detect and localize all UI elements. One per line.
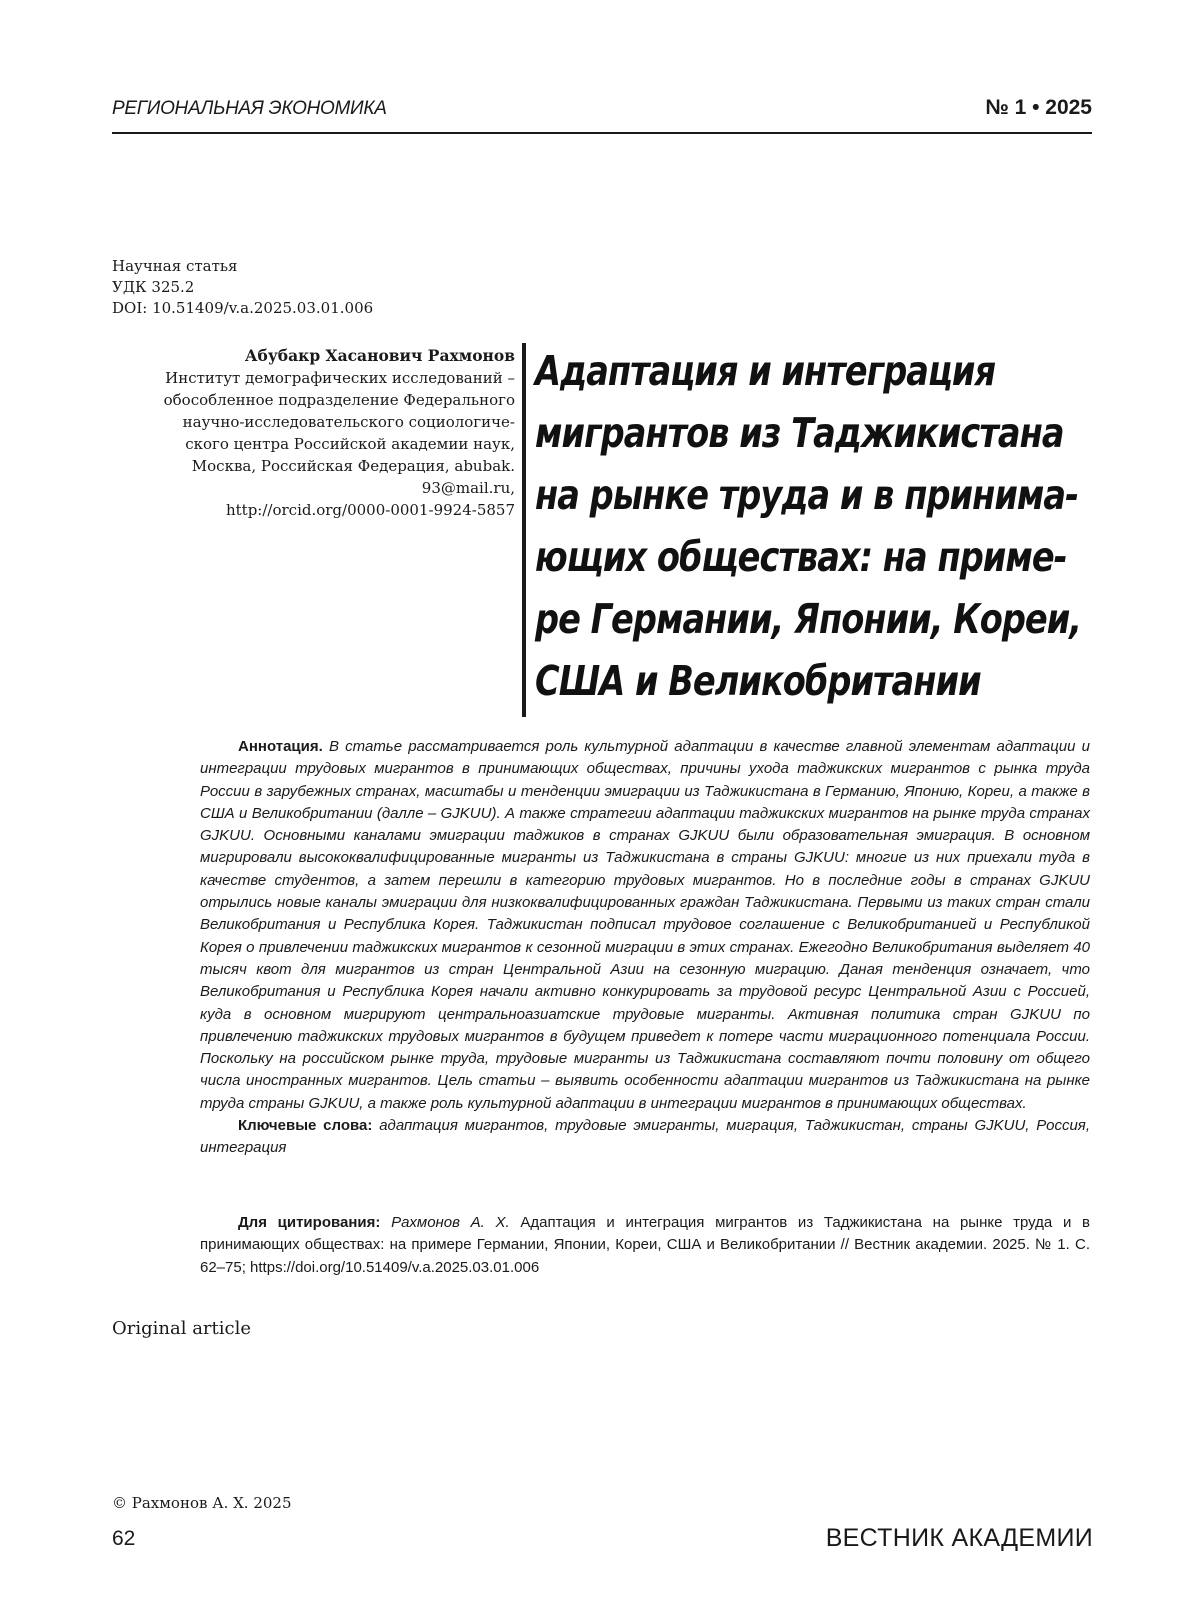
issue-number: № 1 • 2025	[985, 96, 1092, 119]
copyright: © Рахмонов А. Х. 2025	[112, 1494, 292, 1512]
keywords-label: Ключевые слова:	[238, 1117, 373, 1135]
title-line: ющих обществах: на приме-	[535, 533, 1067, 581]
abstract-label: Аннотация.	[238, 738, 323, 755]
author-email: 93@mail.ru,	[421, 479, 515, 497]
affiliation-line: Институт демографических исследований –	[165, 369, 515, 387]
running-header	[112, 96, 1092, 134]
article-title	[535, 340, 1082, 712]
article-meta	[112, 256, 373, 319]
title-rule	[522, 343, 526, 717]
original-article-label: Original article	[112, 1318, 252, 1339]
author-name: Абубакр Хасанович Рахмонов	[244, 346, 515, 365]
title-line: на рынке труда и в принима-	[535, 471, 1079, 519]
citation-author: Рахмонов А. Х.	[391, 1214, 510, 1231]
title-line: США и Великобритании	[535, 657, 981, 705]
udc-code: УДК 325.2	[112, 278, 195, 296]
author-orcid: http://orcid.org/0000-0001-9924-5857	[225, 501, 515, 519]
keywords-paragraph	[200, 1115, 1090, 1160]
doi: DOI: 10.51409/v.a.2025.03.01.006	[112, 299, 374, 317]
affiliation-line: ского центра Российской академии наук,	[185, 435, 515, 453]
affiliation-line: обособленное подразделение Федерального	[163, 391, 515, 409]
citation-text: Адаптация и интеграция мигрантов из Таджикистана на рынке труда и в принимающих обществах: на примере Германии, Японии, Кореи, США и Великобритании // Вестник академии. 2025. № 1. С. 62–75; https://doi.org/10.51409/v.a.2025.03.01.006	[200, 1214, 1090, 1276]
title-line: Адаптация и интеграция	[535, 347, 996, 395]
abstract-section	[200, 736, 1090, 1160]
article-type: Научная статья	[112, 257, 238, 275]
keywords-text: адаптация мигрантов, трудовые эмигранты, миграция, Таджикистан, страны GJKUU, Россия, интеграция	[200, 1117, 1090, 1157]
journal-name: ВЕСТНИК АКАДЕМИИ	[825, 1524, 1093, 1552]
affiliation-line: научно-исследовательского социологиче-	[182, 413, 515, 431]
title-line: мигрантов из Таджикистана	[535, 409, 1064, 457]
journal-section: РЕГИОНАЛЬНАЯ ЭКОНОМИКА	[112, 98, 387, 119]
citation-paragraph	[200, 1212, 1090, 1279]
author-block	[112, 345, 515, 521]
abstract-text: В статье рассматривается роль культурной адаптации в качестве главной элементам адаптации и интеграции трудовых мигрантов в принимающих обществах, причины ухода таджикских мигрантов с рынка труда России в зарубежных странах, масштабы и тенденции эмиграции из Таджикистана в Германию, Японию, Кореи, а также в США и Великобритании (далле – GJKUU). А также стратегии адаптации таджикских мигрантов на рынке труда странах GJKUU. Основными каналами эмиграции таджиков в странах GJKUU были образовательная эмиграция. В основном мигрировали высококвалифицированные мигранты из Таджикистана в страны GJKUU: многие из них приехали туда в качестве студентов, а затем перешли в категорию трудовых мигрантов. Но в последние годы в стpанах GJKUU отрылись новые каналы эмиграции для низкоквалифицированных граждан Таджикистана. Первыми из таких стран стали Великобритания и Республика Корея. Таджикистан подписал трудовое соглашение с Великобританией и Республикой Корея о привлечении таджикских мигрантов к сезонной миграции в этих странах. Ежегодно Великобритания выделяет 40 тысяч квот для мигрантов из стран Центральной Азии на сезонную миграцию. Даная тенденция означает, что Великобритания и Республика Корея начали активно конкурировать за трудовой ресурс Центральной Азии с Россией, куда в основном мигрируют центральноазиатские трудовые мигранты. Активная политика стран GJKUU по привлечению таджикских трудовых мигрантов в будущем приведет к потере части миграционного потенциала России. Поскольку на российском рынке труда, трудовые мигранты из Таджикистана составляют почти половину от общего числа иностранных мигрантов. Цель статьи – выявить особенности адаптации мигрантов из Таджикистана на рынке труда страны GJKUU, а также роль культурной адаптации в интеграции мигрантов в принимающих обществах.	[200, 738, 1090, 1112]
citation-label: Для цитирования:	[238, 1214, 381, 1231]
affiliation-line: Москва, Российская Федерация, abubak.	[191, 457, 515, 475]
title-line: ре Германии, Японии, Кореи,	[535, 595, 1082, 643]
abstract-paragraph	[200, 736, 1090, 1115]
page-number: 62	[112, 1527, 136, 1550]
